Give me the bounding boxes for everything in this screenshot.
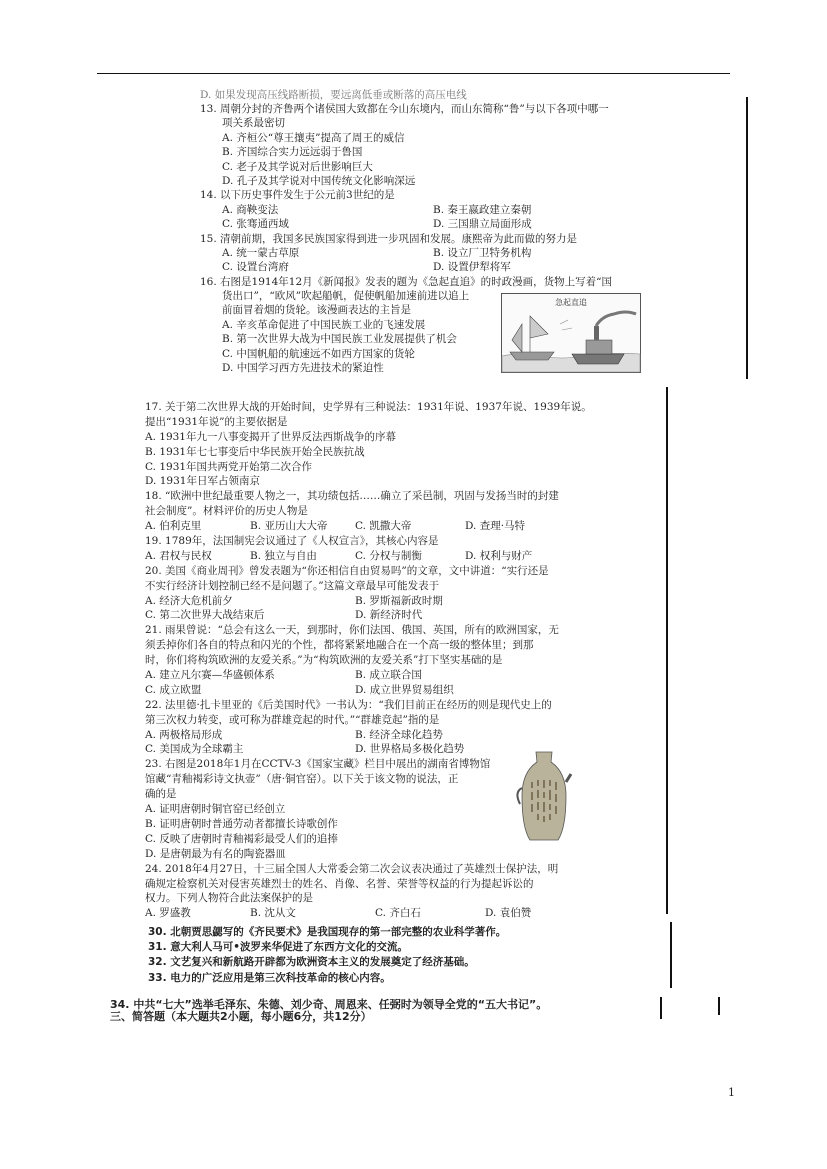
q13-line-2: 项关系最密切 bbox=[222, 117, 285, 130]
q17-option-d: D. 1931年日军占领南京 bbox=[145, 475, 260, 488]
q19-options bbox=[145, 549, 655, 564]
q14-options-row-1 bbox=[200, 203, 660, 217]
q23-option-b: B. 证明唐朝时普通劳动者都擅长诗歌创作 bbox=[145, 817, 338, 830]
margin-bar-2 bbox=[666, 387, 668, 914]
q21-options-row-1 bbox=[145, 668, 655, 683]
q24-options bbox=[145, 906, 655, 921]
q18-option-a: A. 伯利克里 bbox=[145, 520, 202, 533]
q20-option-b: B. 罗斯福新政时期 bbox=[355, 594, 443, 607]
q14-option-a: A. 商鞅变法 bbox=[222, 203, 279, 216]
vase-image bbox=[516, 748, 572, 844]
q18-options bbox=[145, 519, 655, 534]
q18-line-2: 社会制度”。材料评价的历史人物是 bbox=[145, 505, 308, 518]
question-block-middle bbox=[145, 400, 655, 921]
q22-option-a: A. 两极格局形成 bbox=[145, 728, 223, 741]
q23-line-3: 确的是 bbox=[145, 788, 177, 801]
q17-option-a: A. 1931年九一八事变揭开了世界反法西斯战争的序幕 bbox=[145, 430, 396, 443]
judgement-block bbox=[148, 925, 658, 986]
q16-option-b: B. 第一次世界大战为中国民族工业发展提供了机会 bbox=[222, 333, 457, 346]
q19-option-a: A. 君权与民权 bbox=[145, 549, 212, 562]
q20-option-d: D. 新经济时代 bbox=[355, 609, 423, 622]
q34-line: 34. 中共“七大”选举毛泽东、朱德、刘少奇、周恩来、任弼时为领导全党的“五大书记”。 bbox=[110, 998, 548, 1011]
q13-option-d: D. 孔子及其学说对中国传统文化影响深远 bbox=[222, 174, 416, 187]
q13-option-a: A. 齐桓公“尊王攘夷”提高了周王的威信 bbox=[222, 131, 405, 144]
q22-line-1: 22. 法里德·扎卡里亚的《后美国时代》一书认为：“我们目前正在经历的则是现代史上的 bbox=[145, 698, 552, 711]
q20-option-c: C. 第二次世界大战结束后 bbox=[145, 609, 265, 622]
cartoon-title: 急起直追 bbox=[555, 298, 587, 307]
q15-option-b: B. 设立厂卫特务机构 bbox=[433, 246, 532, 259]
q16-line-3: 前面冒着烟的货轮。该漫画表达的主旨是 bbox=[222, 304, 411, 317]
q17-line-2: 提出“1931年说”的主要依据是 bbox=[145, 415, 288, 428]
q21-options-row-2 bbox=[145, 683, 655, 698]
q13-option-c: C. 老子及其学说对后世影响巨大 bbox=[222, 160, 373, 173]
q17-option-c: C. 1931年国共两党开始第二次合作 bbox=[145, 460, 313, 473]
q22-line-2: 第三次权力转变，或可称为群雄竞起的时代。”“群雄竞起”指的是 bbox=[145, 713, 440, 726]
margin-bar-3 bbox=[670, 922, 672, 988]
q20-line-1: 20. 美国《商业周刊》曾发表题为“你还相信自由贸易吗”的文章，文中讲道：“实行还是 bbox=[145, 564, 549, 577]
q15-options-row-1 bbox=[200, 246, 660, 260]
q23-line-2: 馆藏“青釉褐彩诗文执壶”（唐·铜官窑）。以下关于该文物的说法，正 bbox=[145, 773, 459, 786]
q14-line: 14. 以下历史事件发生于公元前3世纪的是 bbox=[200, 189, 395, 202]
q14-options-row-2 bbox=[200, 217, 660, 231]
q19-line: 19. 1789年，法国制宪会议通过了《人权宣言》，其核心内容是 bbox=[145, 535, 439, 548]
q15-option-d: D. 设置伊犁将军 bbox=[433, 261, 511, 274]
q24-line-3: 权力。下列人物符合此法案保护的是 bbox=[145, 892, 313, 905]
header-rule bbox=[97, 73, 730, 74]
q21-option-c: C. 成立欧盟 bbox=[145, 683, 202, 696]
q19-option-b: B. 独立与自由 bbox=[250, 549, 317, 562]
q21-option-b: B. 成立联合国 bbox=[355, 669, 422, 682]
q20-options-row-2 bbox=[145, 608, 655, 623]
q16-line-2: 货出口”，“欧风”吹起船帆，促使帆船加速前进以追上 bbox=[222, 290, 470, 303]
q18-option-d: D. 查理·马特 bbox=[465, 520, 526, 533]
q17-line-1: 17. 关于第二次世界大战的开始时间，史学界有三种说法：1931年说、1937年说、1939年说。 bbox=[145, 401, 592, 413]
q21-line-3: 时，你们将构筑欧洲的友爱关系。”为“构筑欧洲的友爱关系”打下坚实基础的是 bbox=[145, 654, 503, 667]
q16-option-d: D. 中国学习西方先进技术的紧迫性 bbox=[222, 362, 384, 375]
q16-line-1: 16. 右图是1914年12月《新闻报》发表的题为《急起直追》的时政漫画，货物上写着“国 bbox=[200, 275, 612, 288]
q19-option-c: C. 分权与制衡 bbox=[355, 549, 422, 562]
q18-option-b: B. 亚历山大大帝 bbox=[250, 520, 328, 533]
cartoon-image bbox=[501, 293, 641, 373]
q15-line: 15. 清朝前期，我国多民族国家得到进一步巩固和发展。康熙帝为此而做的努力是 bbox=[200, 232, 578, 245]
q23-option-c: C. 反映了唐朝时青釉褐彩最受人们的追捧 bbox=[145, 832, 338, 845]
q21-option-d: D. 成立世界贸易组织 bbox=[355, 683, 454, 696]
q18-line-1: 18. “欧洲中世纪最重要人物之一，其功绩包括……确立了采邑制，巩固与发扬当时的封建 bbox=[145, 490, 559, 503]
tf-item-30: 30. 北朝贾思勰写的《齐民要术》是我国现存的第一部完整的农业科学著作。 bbox=[148, 926, 507, 938]
q14-option-c: C. 张骞通西域 bbox=[222, 218, 289, 231]
q14-option-b: B. 秦王嬴政建立秦朝 bbox=[433, 203, 532, 216]
margin-bar-5 bbox=[718, 997, 720, 1015]
q19-option-d: D. 权利与财产 bbox=[465, 549, 533, 562]
q24-option-b: B. 沈从文 bbox=[250, 907, 296, 920]
q22-option-b: B. 经济全球化趋势 bbox=[355, 728, 443, 741]
q21-option-a: A. 建立凡尔赛—华盛顿体系 bbox=[145, 669, 275, 682]
q24-option-d: D. 袁伯赞 bbox=[485, 907, 532, 920]
q24-line-1: 24. 2018年4月27日，十三届全国人大常委会第二次会议表决通过了英雄烈士保护法，明 bbox=[145, 862, 559, 875]
q22-options-row-2 bbox=[145, 742, 655, 757]
q21-line-2: 须丢掉你们各自的特点和闪光的个性，都将紧紧地融合在一个高一级的整体里；到那 bbox=[145, 639, 534, 652]
q22-options-row-1 bbox=[145, 728, 655, 743]
ship-cartoon-icon bbox=[502, 294, 640, 372]
q23-option-d: D. 是唐朝最为有名的陶瓷器皿 bbox=[145, 847, 286, 860]
tf-item-33: 33. 电力的广泛应用是第三次科技革命的核心内容。 bbox=[148, 971, 391, 984]
tf-item-32: 32. 文艺复兴和新航路开辟都为欧洲资本主义的发展奠定了经济基础。 bbox=[148, 956, 475, 969]
q22-option-c: C. 美国成为全球霸主 bbox=[145, 743, 244, 756]
q14-option-d: D. 三国鼎立局面形成 bbox=[433, 218, 532, 231]
q15-option-a: A. 统一蒙古草原 bbox=[222, 246, 300, 259]
q17-option-b: B. 1931年七七事变后中华民族开始全民族抗战 bbox=[145, 445, 365, 458]
q21-line-1: 21. 雨果曾说：“总会有这么一天，到那时，你们法国、俄国、英国，所有的欧洲国家，无 bbox=[145, 624, 559, 637]
margin-bar-1 bbox=[746, 97, 748, 379]
q15-option-c: C. 设置台湾府 bbox=[222, 261, 289, 274]
page-number: 1 bbox=[728, 1086, 735, 1099]
q34-block bbox=[110, 998, 670, 1024]
q13-option-b: B. 齐国综合实力远远弱于鲁国 bbox=[222, 146, 363, 159]
q13-line-1: 13. 周朝分封的齐鲁两个诸侯国大致都在今山东境内，而山东简称“鲁”与以下各项中哪一 bbox=[200, 103, 609, 115]
q24-option-c: C. 齐白石 bbox=[375, 907, 421, 920]
q16-option-c: C. 中国帆船的航速远不如西方国家的货轮 bbox=[222, 347, 415, 360]
q23-option-a: A. 证明唐朝时铜官窑已经创立 bbox=[145, 803, 286, 816]
q20-line-2: 不实行经济计划控制已经不是问题了。”这篇文章最早可能发表于 bbox=[145, 579, 440, 592]
q23-line-1: 23. 右图是2018年1月在CCTV-3《国家宝藏》栏目中展出的湖南省博物馆 bbox=[145, 758, 491, 771]
q20-options-row-1 bbox=[145, 594, 655, 609]
q20-option-a: A. 经济大危机前夕 bbox=[145, 594, 233, 607]
tf-item-31: 31. 意大利人马可•波罗来华促进了东西方文化的交流。 bbox=[148, 941, 408, 954]
q16-option-a: A. 辛亥革命促进了中国民族工业的飞速发展 bbox=[222, 318, 426, 331]
vase-icon bbox=[516, 748, 572, 844]
q15-options-row-2 bbox=[200, 260, 660, 274]
q24-line-2: 确规定检察机关对侵害英雄烈士的姓名、肖像、名誉、荣誉等权益的行为提起诉讼的 bbox=[145, 877, 534, 890]
q22-option-d: D. 世界格局多极化趋势 bbox=[355, 743, 465, 756]
q18-option-c: C. 凯撒大帝 bbox=[355, 520, 412, 533]
q24-option-a: A. 罗盛教 bbox=[145, 907, 191, 920]
cut-line: D. 如果发现高压线路断损，要远离低垂或断落的高压电线 bbox=[200, 89, 467, 101]
q34-cut-line: 三、简答题（本大题共2小题，每小题6分，共12分） bbox=[110, 1010, 372, 1024]
